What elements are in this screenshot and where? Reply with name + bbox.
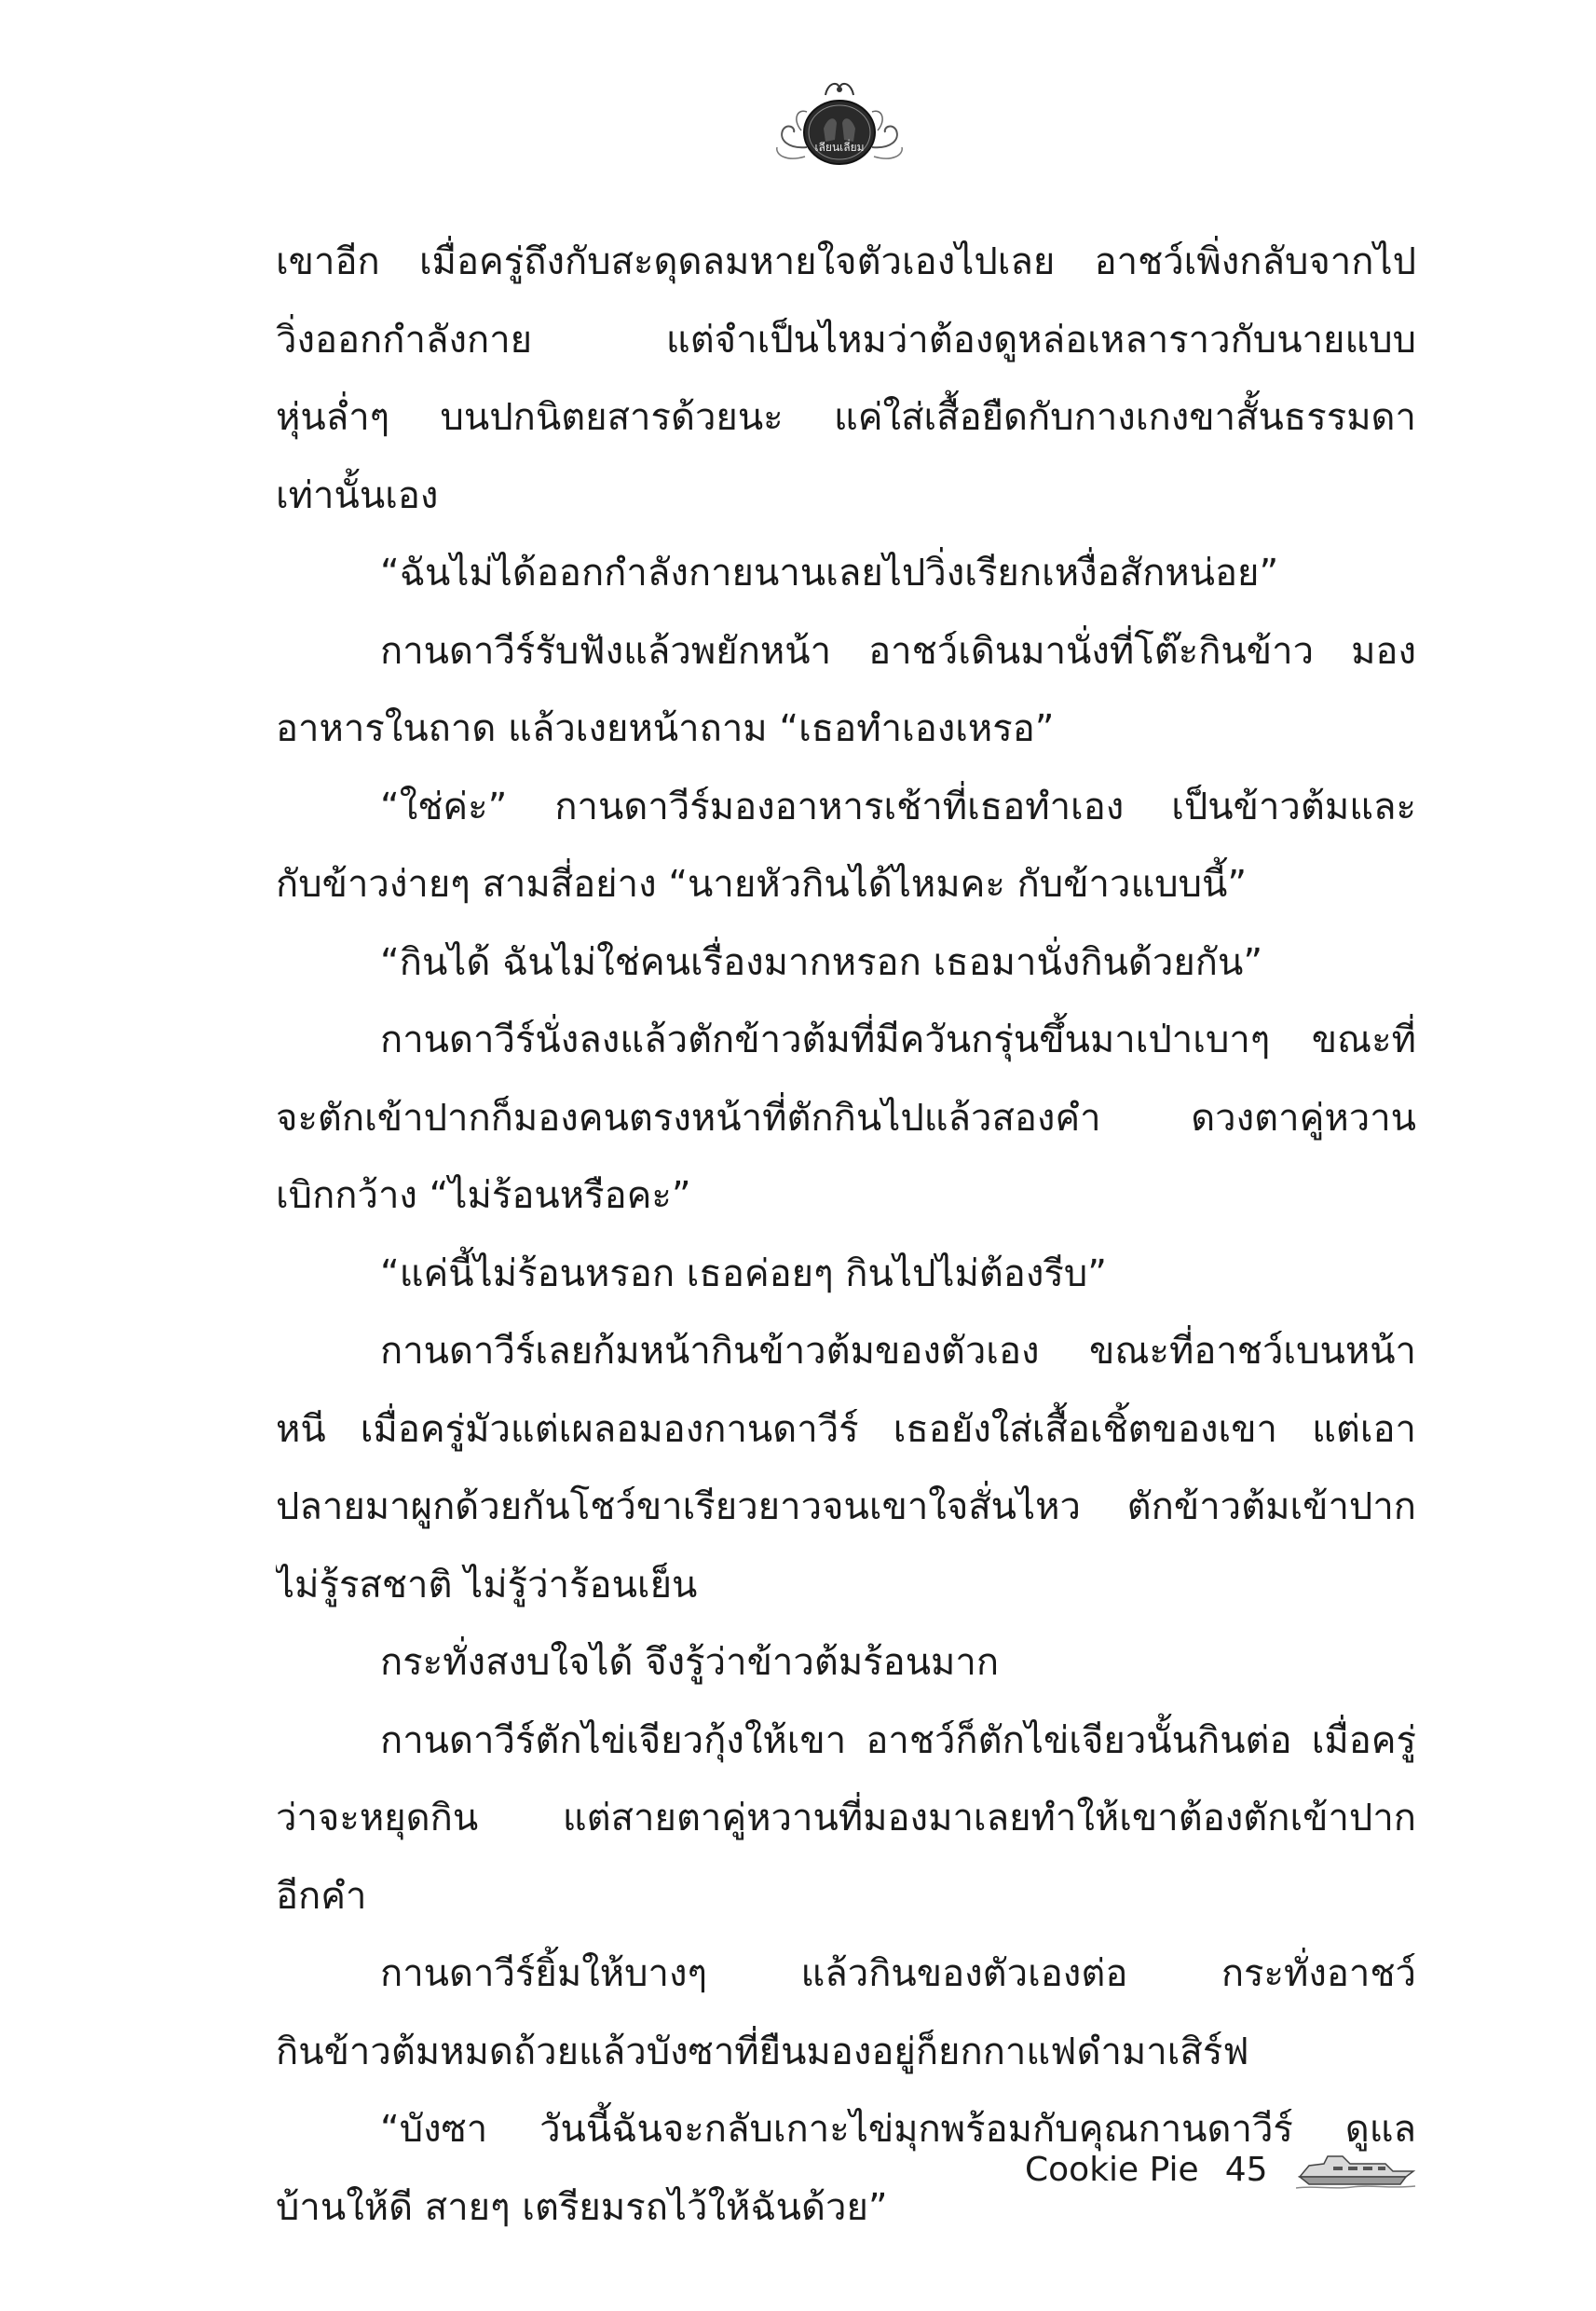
text-line: กานดาวีร์เลยก้มหน้ากินข้าวต้มของตัวเอง ขณะที่อาชว์เบนหน้า [380,1330,1416,1373]
text-line: เขาอีก เมื่อครู่ถึงกับสะดุดลมหายใจตัวเองไปเลย อาชว์เพิ่งกลับจากไป [276,240,1416,283]
text-line: กานดาวีร์รับฟังแล้วพยักหน้า อาชว์เดินมานั่งที่โต๊ะกินข้าว มอง [380,629,1416,673]
book-title: Cookie Pie [1025,2150,1199,2189]
text-line: เบิกกว้าง “ไม่ร้อนหรือคะ” [276,1174,691,1217]
ornamental-emblem-icon [770,75,909,177]
text-line: อีกคำ [276,1874,367,1918]
text-line: กินข้าวต้มหมดถ้วยแล้วบังซาที่ยืนมองอยู่ก็ยกกาแฟดำมาเสิร์ฟ [276,2030,1249,2073]
text-line: อาหารในถาด แล้วเงยหน้าถาม “เธอทำเองเหรอ” [276,707,1055,750]
text-line: ว่าจะหยุดกิน แต่สายตาคู่หวานที่มองมาเลยทำให้เขาต้องตักเข้าปาก [276,1797,1416,1839]
text-line: กระทั่งสงบใจได้ จึงรู้ว่าข้าวต้มร้อนมาก [380,1641,1000,1684]
text-line: “กินได้ ฉันไม่ใช่คนเรื่องมากหรอก เธอมานั่งกินด้วยกัน” [380,940,1263,984]
page-footer [1025,2141,1417,2197]
text-line: กับข้าวง่ายๆ สามสี่อย่าง “นายหัวกินได้ไหมคะ กับข้าวแบบนี้” [276,863,1248,906]
text-line: “ใช่ค่ะ” กานดาวีร์มองอาหารเช้าที่เธอทำเอง เป็นข้าวต้มและ [380,785,1416,828]
text-line: กานดาวีร์ตักไข่เจียวกุ้งให้เขา อาชว์ก็ตักไข่เจียวนั้นกินต่อ เมื่อครู่ [380,1718,1416,1762]
text-line: ปลายมาผูกด้วยกันโชว์ขาเรียวยาวจนเขาใจสั่นไหว ตักข้าวต้มเข้าปาก [276,1485,1416,1528]
svg-text:เลียนเลี่ยม: เลียนเลี่ยม [814,141,865,154]
text-line: “ฉันไม่ได้ออกกำลังกายนานเลยไปวิ่งเรียกเหงื่อสักหน่อย” [380,552,1279,595]
text-line: วิ่งออกกำลังกาย แต่จำเป็นไหมว่าต้องดูหล่อเหลาราวกับนายแบบ [276,318,1416,362]
page-number: 45 [1224,2150,1268,2189]
text-line: จะตักเข้าปากก็มองคนตรงหน้าที่ตักกินไปแล้วสองคำ ดวงตาคู่หวาน [276,1096,1416,1140]
text-line: เท่านั้นเอง [276,473,439,517]
text-line: ไม่รู้รสชาติ ไม่รู้ว่าร้อนเย็น [276,1563,698,1607]
yacht-icon [1296,2149,1417,2190]
text-line: กานดาวีร์ยิ้มให้บางๆ แล้วกินของตัวเองต่อ กระทั่งอาชว์ [380,1952,1416,1995]
text-line: กานดาวีร์นั่งลงแล้วตักข้าวต้มที่มีควันกรุ่นขึ้นมาเป่าเบาๆ ขณะที่ [380,1019,1416,1061]
text-line: “บังซา วันนี้ฉันจะกลับเกาะไข่มุกพร้อมกับคุณกานดาวีร์ ดูแล [380,2108,1416,2151]
text-line: “แค่นี้ไม่ร้อนหรอก เธอค่อยๆ กินไปไม่ต้องรีบ” [380,1251,1107,1295]
text-line: หุ่นล่ำๆ บนปกนิตยสารด้วยนะ แค่ใส่เสื้อยืดกับกางเกงขาสั้นธรรมดา [276,396,1416,439]
body-text [276,224,1416,2247]
text-line: หนี เมื่อครู่มัวแต่เผลอมองกานดาวีร์ เธอยังใส่เสื้อเชิ้ตของเขา แต่เอา [276,1407,1416,1451]
text-line: บ้านให้ดี สายๆ เตรียมรถไว้ให้ฉันด้วย” [276,2185,888,2229]
